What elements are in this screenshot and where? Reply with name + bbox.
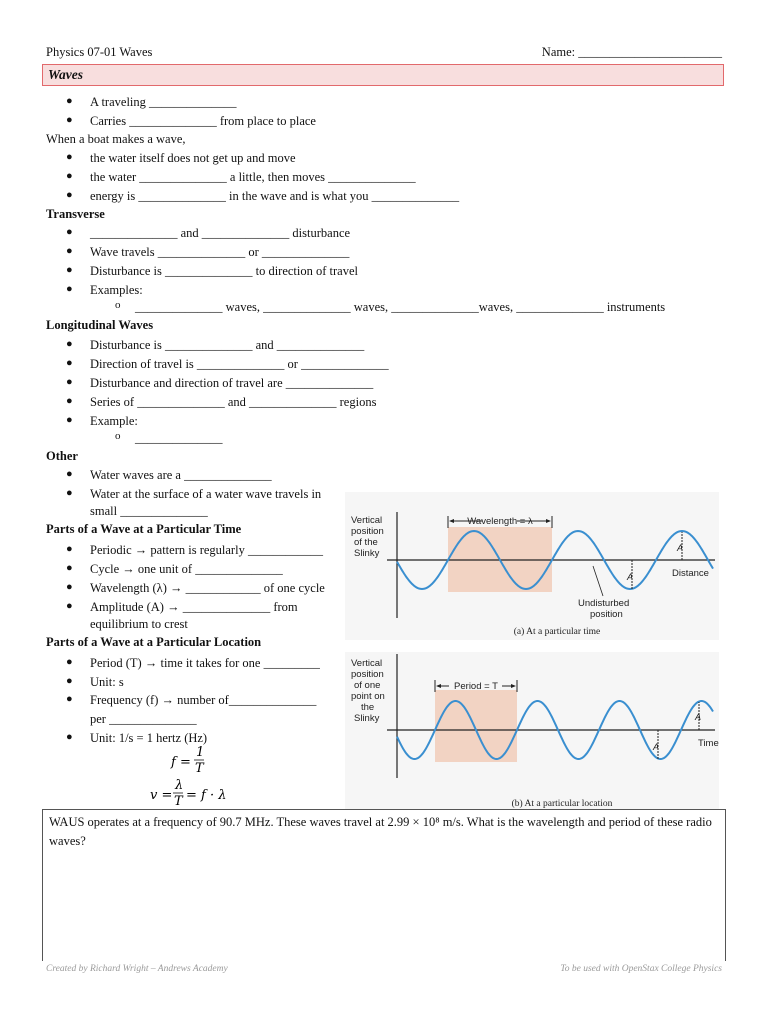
section-heading: Transverse — [46, 207, 105, 221]
list-item: ● Disturbance is ______________ and ______________ — [66, 338, 365, 352]
question-text: WAUS operates at a frequency of 90.7 MHz. These waves travel at 2.99 × 10⁸ m/s. What is the wavelength and period of these radio waves? — [49, 815, 712, 848]
axis-label: Time — [698, 738, 719, 749]
formula-v-lhs: v = — [150, 788, 173, 803]
section-heading: Parts of a Wave at a Particular Time — [46, 522, 242, 536]
diagram-caption: (b) At a particular location — [511, 799, 613, 809]
page-title: Waves — [48, 67, 83, 82]
ylabel-line: Vertical — [351, 515, 383, 526]
amplitude-mark: A — [627, 572, 634, 582]
question-box[interactable] — [42, 809, 726, 961]
ylabel-line: the — [361, 702, 375, 713]
formula-v-num: λ — [175, 778, 184, 793]
list-item: ● Water waves are a ______________ — [66, 468, 272, 482]
page-header — [46, 45, 722, 63]
formula-f-lhs: f = — [171, 755, 191, 770]
section-title-bar — [42, 64, 724, 86]
period-label: Period = T — [454, 681, 498, 692]
footer-right: To be used with OpenStax College Physics — [560, 964, 722, 974]
list-item: ● Examples: — [66, 283, 143, 297]
formula-f-den: T — [195, 761, 204, 776]
list-item: ● Unit: 1/s = 1 hertz (Hz) — [66, 731, 208, 745]
list-item: ● A traveling ______________ — [66, 95, 237, 109]
wavelength-label: Wavelength = λ — [467, 516, 533, 527]
amplitude-mark: A — [695, 712, 702, 722]
ylabel-line: point on — [351, 691, 385, 702]
list-item: ● Example: — [66, 414, 138, 428]
amplitude-mark: A — [653, 742, 660, 752]
ylabel-line: position — [351, 669, 384, 680]
list-item: o ______________ — [115, 430, 223, 445]
amplitude-mark: A — [677, 543, 684, 553]
formulas — [140, 742, 260, 812]
ylabel-line: Slinky — [354, 548, 380, 559]
list-item: ● Wave travels ______________ or ______________ — [66, 245, 350, 259]
list-item: ● Disturbance is ______________ to direction of travel — [66, 264, 358, 278]
list-item: ● the water ______________ a little, then moves ______________ — [66, 170, 416, 184]
wave-diagram-time — [345, 492, 719, 640]
footer-left: Created by Richard Wright – Andrews Academy — [46, 964, 228, 974]
list-item: ● Carries ______________ from place to place — [66, 114, 316, 128]
period-shade — [435, 690, 517, 762]
axis-label: Distance — [672, 568, 709, 579]
undisturbed-label: Undisturbed — [578, 598, 630, 609]
list-item: ● Wavelength (λ) → ____________ of one cycle — [66, 581, 325, 595]
boat-intro: When a boat makes a wave, — [46, 132, 186, 146]
wave-diagram-location — [345, 652, 719, 809]
ylabel-line: of the — [354, 537, 378, 548]
section-heading: Other — [46, 449, 78, 463]
list-item-cont: equilibrium to crest — [90, 617, 188, 631]
list-item: ● Unit: s — [66, 675, 124, 689]
ylabel-line: Slinky — [354, 713, 380, 724]
formula-v-rhs: = f · λ — [186, 788, 227, 803]
ylabel-line: position — [351, 526, 384, 537]
ylabel-line: Vertical — [351, 658, 383, 669]
list-item: ● energy is ______________ in the wave and is what you ______________ — [66, 189, 460, 203]
list-item: ● Series of ______________ and ______________ regions — [66, 395, 377, 409]
list-item: ● Period (T) → time it takes for one _________ — [66, 656, 320, 670]
diagram-caption: (a) At a particular time — [513, 627, 601, 637]
section-heading: Longitudinal Waves — [46, 318, 154, 332]
list-item: ● Disturbance and direction of travel are ______________ — [66, 376, 374, 390]
list-item: ● Water at the surface of a water wave travels in — [66, 487, 322, 501]
list-item: ● Frequency (f) → number of______________ — [66, 693, 317, 707]
list-item-cont: per ______________ — [90, 712, 197, 726]
list-item: ● Cycle → one unit of ______________ — [66, 562, 283, 576]
undisturbed-label: position — [590, 609, 623, 620]
list-item: o ______________ waves, ______________ waves, ______________waves, ______________ instruments — [115, 299, 666, 314]
section-heading: Parts of a Wave at a Particular Location — [46, 635, 262, 649]
list-item: ● Amplitude (A) → ______________ from — [66, 600, 298, 614]
formula-v-den: T — [174, 794, 183, 809]
list-item-cont: small ______________ — [90, 504, 208, 518]
name-field[interactable]: Name: _______________________ — [541, 45, 722, 59]
list-item: ● the water itself does not get up and move — [66, 151, 296, 165]
list-item: ● ______________ and ______________ disturbance — [66, 226, 351, 240]
course-title: Physics 07-01 Waves — [46, 45, 153, 59]
list-item: ● Periodic → pattern is regularly ____________ — [66, 543, 323, 557]
ylabel-line: of one — [354, 680, 381, 691]
formula-f-num: 1 — [196, 745, 205, 760]
list-item: ● Direction of travel is ______________ or ______________ — [66, 357, 389, 371]
